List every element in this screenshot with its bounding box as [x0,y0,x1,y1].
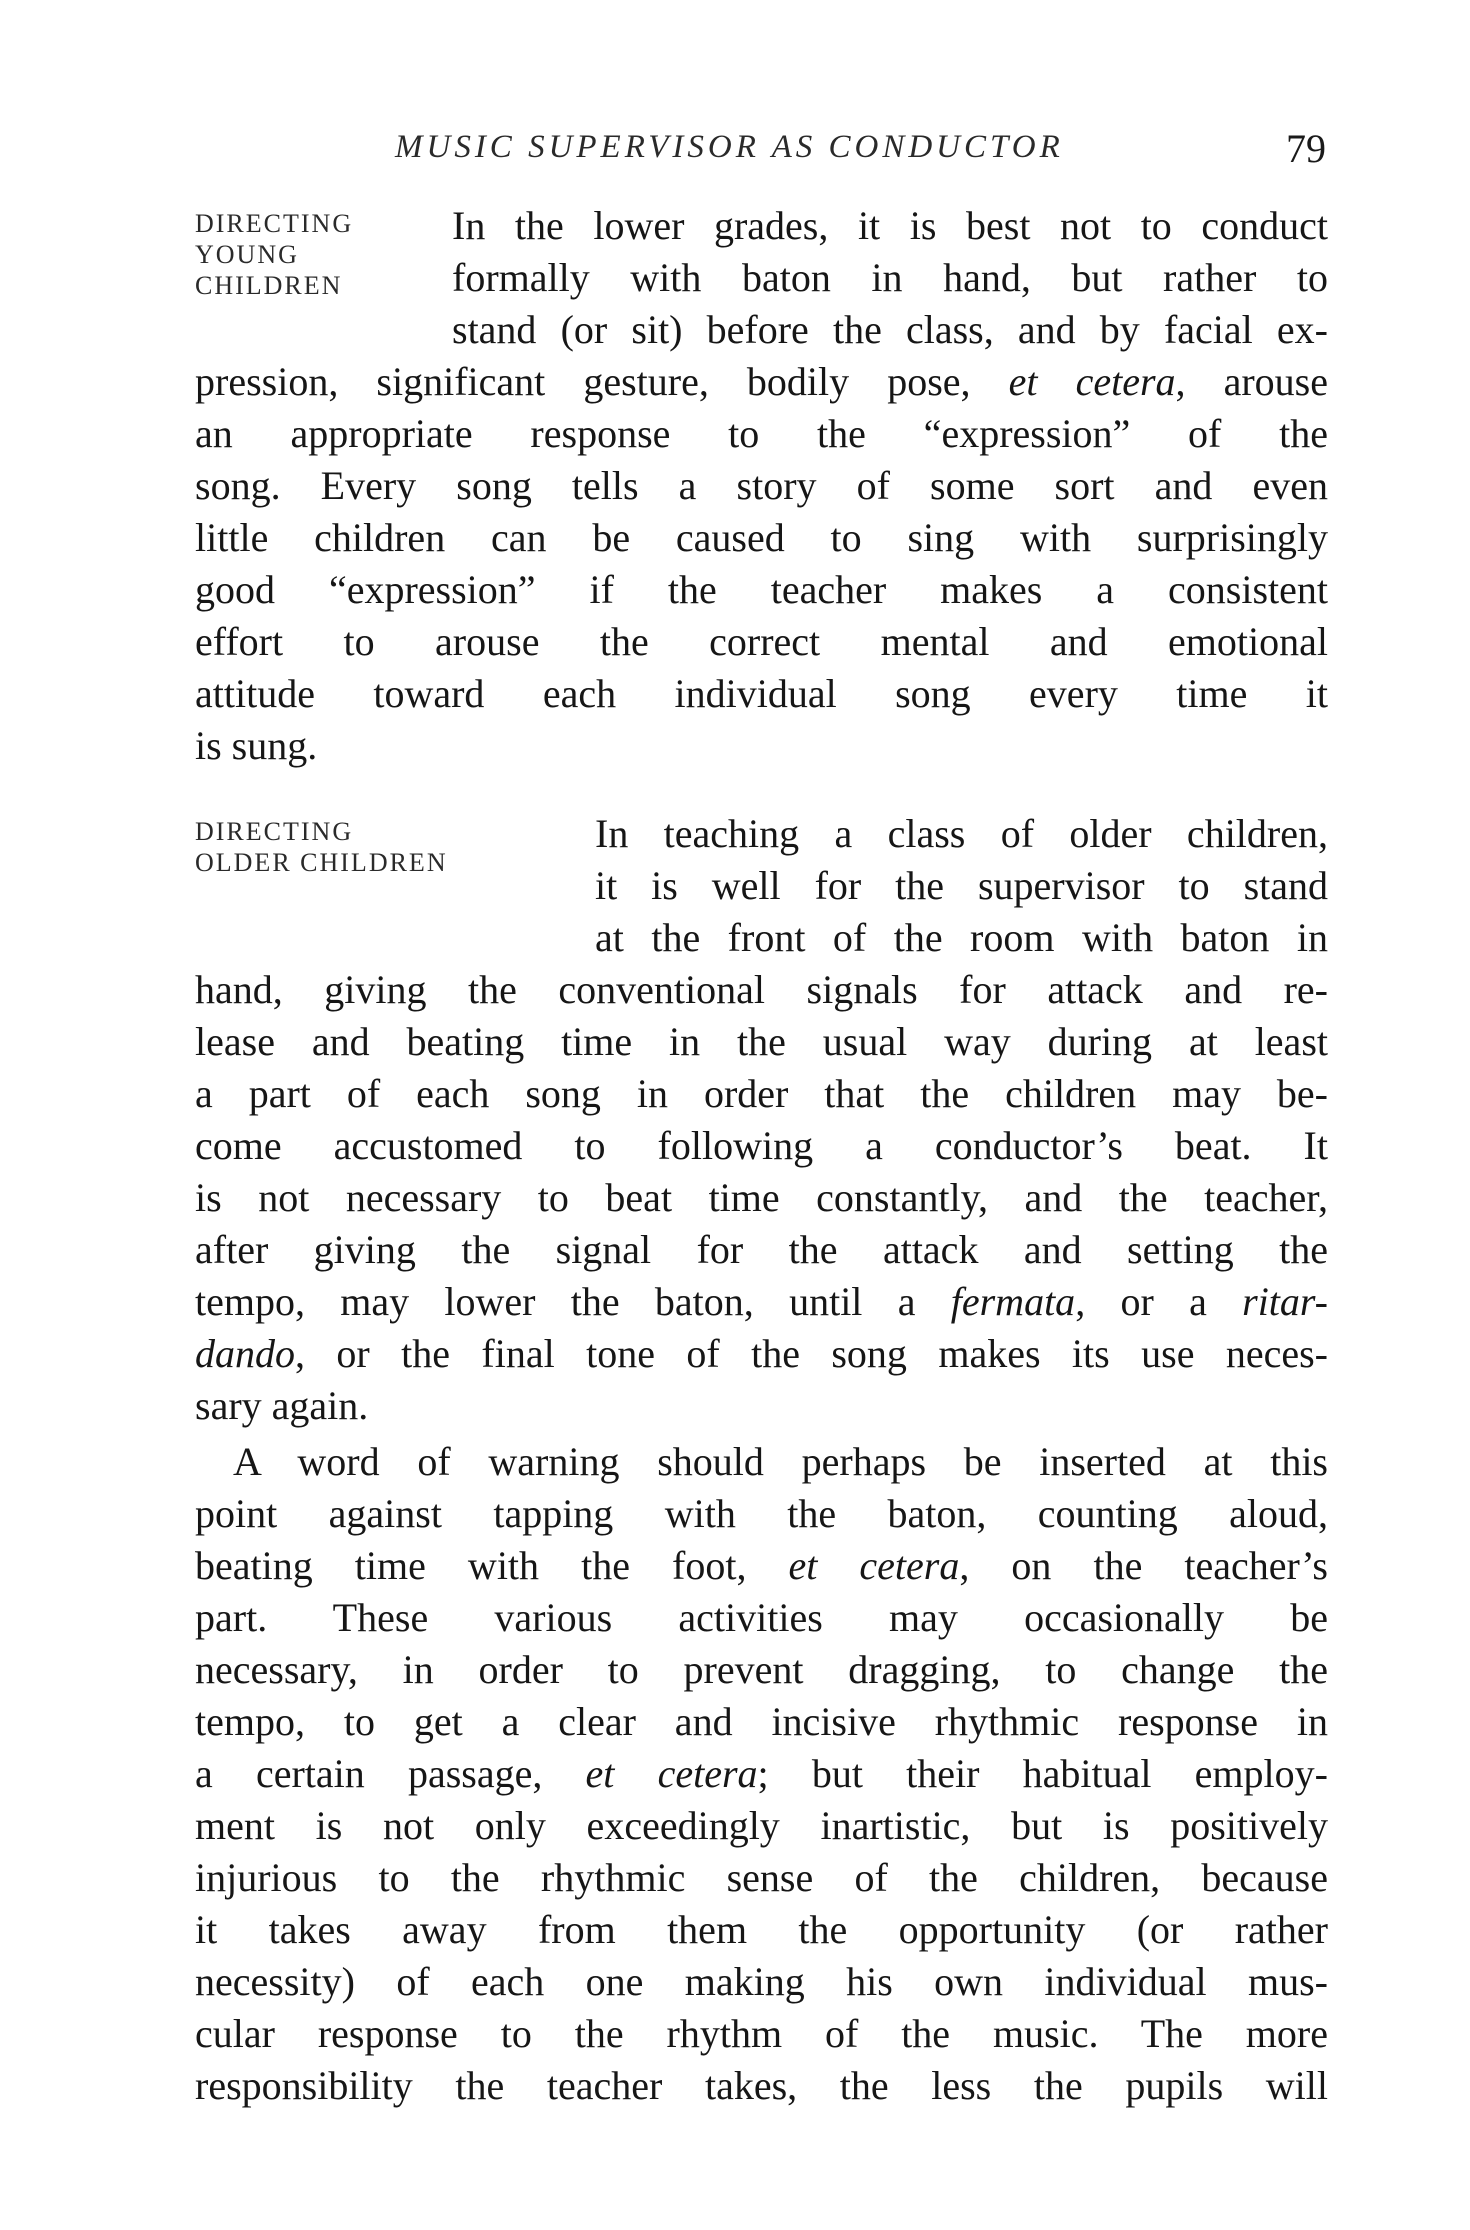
text-line: sary again. [195,1383,369,1428]
text-line: it is well for the supervisor to stand [595,863,1328,908]
margin-heading [195,208,353,301]
text-line: little children can be caused to sing with surprisingly [195,515,1328,560]
text-line: attitude toward each individual song every time it [195,671,1328,716]
text-line: an appropriate response to the “expression” of the [195,411,1328,456]
text-line: In teaching a class of older children, [595,811,1328,856]
margin-heading-line: YOUNG [195,240,299,269]
text-line: after giving the signal for the attack and setting the [195,1227,1328,1272]
margin-heading-line: DIRECTING [195,817,354,846]
text-line: necessary, in order to prevent dragging, to change the [195,1647,1328,1692]
running-title: MUSIC SUPERVISOR AS CONDUCTOR [395,129,1064,165]
text-line: a certain passage, et cetera; but their habitual employ- [195,1751,1328,1796]
text-line: effort to arouse the correct mental and emotional [195,619,1328,664]
text-line: dando, or the final tone of the song makes its use neces- [195,1331,1328,1376]
text-line: point against tapping with the baton, counting aloud, [195,1491,1328,1536]
section-directing-older-children [195,808,1328,2112]
section-opening [195,200,1328,356]
text-line: A word of warning should perhaps be inserted at this [233,1439,1328,1484]
paragraph [195,964,1328,1432]
running-header [195,125,1328,185]
text-line: responsibility the teacher takes, the less the pupils will [195,2063,1328,2108]
text-line: lease and beating time in the usual way during at least [195,1019,1328,1064]
text-line: cular response to the rhythm of the music. The more [195,2011,1328,2056]
text-line: necessity) of each one making his own individual mus- [195,1959,1328,2004]
text-line: at the front of the room with baton in [595,915,1328,960]
text-line: pression, significant gesture, bodily pose, et cetera, arouse [195,359,1328,404]
text-line: good “expression” if the teacher makes a consistent [195,567,1328,612]
text-line: In the lower grades, it is best not to conduct [452,203,1328,248]
page-number: 79 [1286,126,1326,171]
text-line: hand, giving the conventional signals for attack and re- [195,967,1328,1012]
lead-lines [452,200,1328,356]
margin-heading-line: CHILDREN [195,271,343,300]
text-line: song. Every song tells a story of some sort and even [195,463,1328,508]
section-directing-young-children [195,200,1328,772]
text-line: tempo, to get a clear and incisive rhythmic response in [195,1699,1328,1744]
text-line: a part of each song in order that the children may be- [195,1071,1328,1116]
text-line: come accustomed to following a conductor’s beat. It [195,1123,1328,1168]
text-line: formally with baton in hand, but rather to [452,255,1328,300]
text-line: injurious to the rhythmic sense of the children, because [195,1855,1328,1900]
text-line: stand (or sit) before the class, and by facial ex- [452,307,1328,352]
text-line: it takes away from them the opportunity (or rather [195,1907,1328,1952]
margin-heading-line: OLDER CHILDREN [195,848,448,877]
text-line: ment is not only exceedingly inartistic, but is positively [195,1803,1328,1848]
text-line: beating time with the foot, et cetera, on the teacher’s [195,1543,1328,1588]
text-line: is not necessary to beat time constantly, and the teacher, [195,1175,1328,1220]
margin-heading [195,816,448,878]
text-line: is sung. [195,723,318,768]
paragraph [195,356,1328,772]
text-line: tempo, may lower the baton, until a fermata, or a ritar- [195,1279,1329,1324]
section-opening [195,808,1328,964]
paragraph [195,1436,1328,2112]
text-line: part. These various activities may occasionally be [195,1595,1328,1640]
margin-heading-line: DIRECTING [195,209,354,238]
lead-lines [595,808,1328,964]
